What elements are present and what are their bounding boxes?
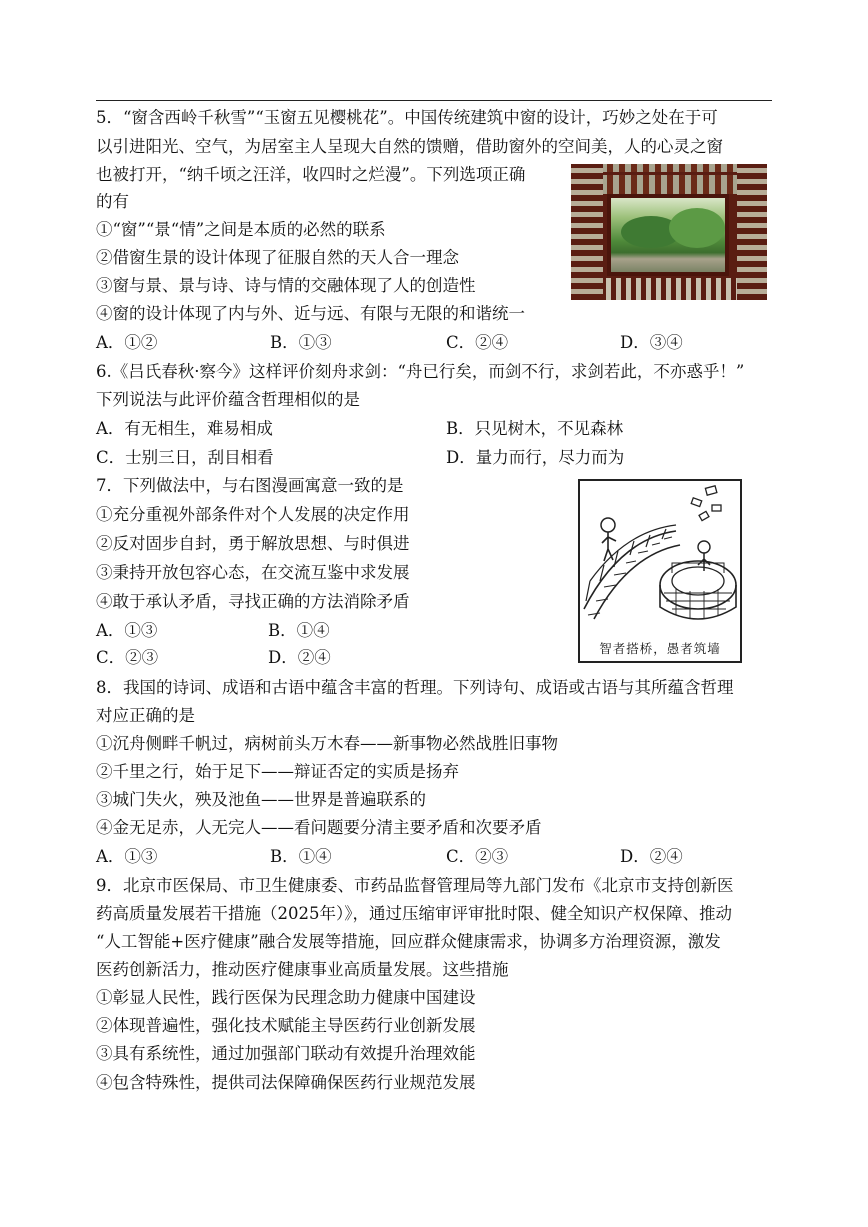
q9-statement-4: ④包含特殊性，提供司法保障确保医药行业规范发展 — [96, 1073, 476, 1092]
q7-option-a: A．①③ — [96, 621, 158, 640]
cartoon-caption: 智者搭桥，愚者筑墙 — [599, 641, 721, 656]
header-rule — [96, 100, 772, 101]
q8-statement-1: ①沉舟侧畔千帆过，病树前头万木春——新事物必然战胜旧事物 — [96, 734, 558, 753]
q6-option-b: B．只见树木，不见森林 — [446, 419, 624, 438]
q8-option-a: A．①③ — [96, 847, 158, 866]
q7-option-c: C．②③ — [96, 648, 159, 667]
q9-statement-2: ②体现普遍性，强化技术赋能主导医药行业创新发展 — [96, 1016, 476, 1035]
q5-option-a: A．①② — [96, 333, 158, 352]
q9-statement-3: ③具有系统性，通过加强部门联动有效提升治理效能 — [96, 1044, 476, 1063]
q7-option-d: D．②④ — [268, 648, 331, 667]
q7-stem: 7．下列做法中，与右图漫画寓意一致的是 — [96, 476, 404, 495]
q8-option-d: D．②④ — [620, 847, 683, 866]
q8-option-b: B．①④ — [270, 847, 332, 866]
q5-statement-3: ③窗与景、景与诗、诗与情的交融体现了人的创造性 — [96, 276, 476, 295]
bridge-wall-cartoon — [578, 479, 742, 663]
q9-stem-line-3: “人工智能+医疗健康”融合发展等措施，回应群众健康需求，协调多方治理资源，激发 — [96, 932, 721, 951]
q8-statement-4: ④金无足赤，人无完人——看问题要分清主要矛盾和次要矛盾 — [96, 818, 542, 837]
q5-statement-2: ②借窗生景的设计体现了征服自然的天人合一理念 — [96, 248, 459, 267]
cartoon-drawing — [580, 481, 740, 633]
q8-stem-line-2: 对应正确的是 — [96, 706, 195, 725]
q5-option-d: D．③④ — [620, 333, 683, 352]
q6-option-d: D．量力而行，尽力而为 — [446, 448, 625, 467]
q5-option-c: C．②④ — [446, 333, 509, 352]
q5-stem-line-4: 的有 — [96, 192, 129, 211]
q6-option-a: A．有无相生，难易相成 — [96, 419, 273, 438]
q6-stem-line-1: 6.《吕氏春秋·察今》这样评价刻舟求剑：“舟已行矣，而剑不行，求剑若此，不亦惑乎！” — [96, 362, 745, 381]
q5-statement-1: ①“窗”“景“情”之间是本质的必然的联系 — [96, 220, 386, 239]
window-garden-photo — [571, 164, 767, 300]
q9-statement-1: ①彰显人民性，践行医保为民理念助力健康中国建设 — [96, 988, 476, 1007]
q5-stem-line-3: 也被打开，“纳千顷之汪洋，收四时之烂漫”。下列选项正确 — [96, 165, 526, 184]
q7-option-b: B．①④ — [268, 621, 330, 640]
q5-option-b: B．①③ — [270, 333, 332, 352]
q9-stem-line-2: 药高质量发展若干措施（2025年）》，通过压缩审评审批时限、健全知识产权保障、推动 — [96, 904, 732, 923]
q8-stem-line-1: 8．我国的诗词、成语和古语中蕴含丰富的哲理。下列诗句、成语或古语与其所蕴含哲理 — [96, 678, 734, 697]
q5-statement-4: ④窗的设计体现了内与外、近与远、有限与无限的和谐统一 — [96, 304, 525, 323]
q6-option-c: C．士别三日，刮目相看 — [96, 448, 274, 467]
q9-stem-line-4: 医药创新活力，推动医疗健康事业高质量发展。这些措施 — [96, 960, 509, 979]
q8-statement-2: ②千里之行，始于足下——辩证否定的实质是扬弃 — [96, 762, 459, 781]
q7-statement-4: ④敢于承认矛盾，寻找正确的方法消除矛盾 — [96, 592, 410, 611]
q7-statement-1: ①充分重视外部条件对个人发展的决定作用 — [96, 505, 410, 524]
q8-statement-3: ③城门失火，殃及池鱼——世界是普遍联系的 — [96, 790, 426, 809]
q8-option-c: C．②③ — [446, 847, 509, 866]
q7-statement-3: ③秉持开放包容心态，在交流互鉴中求发展 — [96, 563, 410, 582]
q7-statement-2: ②反对固步自封，勇于解放思想、与时俱进 — [96, 534, 410, 553]
q9-stem-line-1: 9．北京市医保局、市卫生健康委、市药品监督管理局等九部门发布《北京市支持创新医 — [96, 876, 734, 895]
q5-stem-line-1: 5．“窗含西岭千秋雪”“玉窗五见樱桃花”。中国传统建筑中窗的设计，巧妙之处在于可 — [96, 108, 718, 127]
q5-stem-line-2: 以引进阳光、空气，为居室主人呈现大自然的馈赠，借助窗外的空间美，人的心灵之窗 — [96, 137, 723, 156]
q6-stem-line-2: 下列说法与此评价蕴含哲理相似的是 — [96, 390, 360, 409]
